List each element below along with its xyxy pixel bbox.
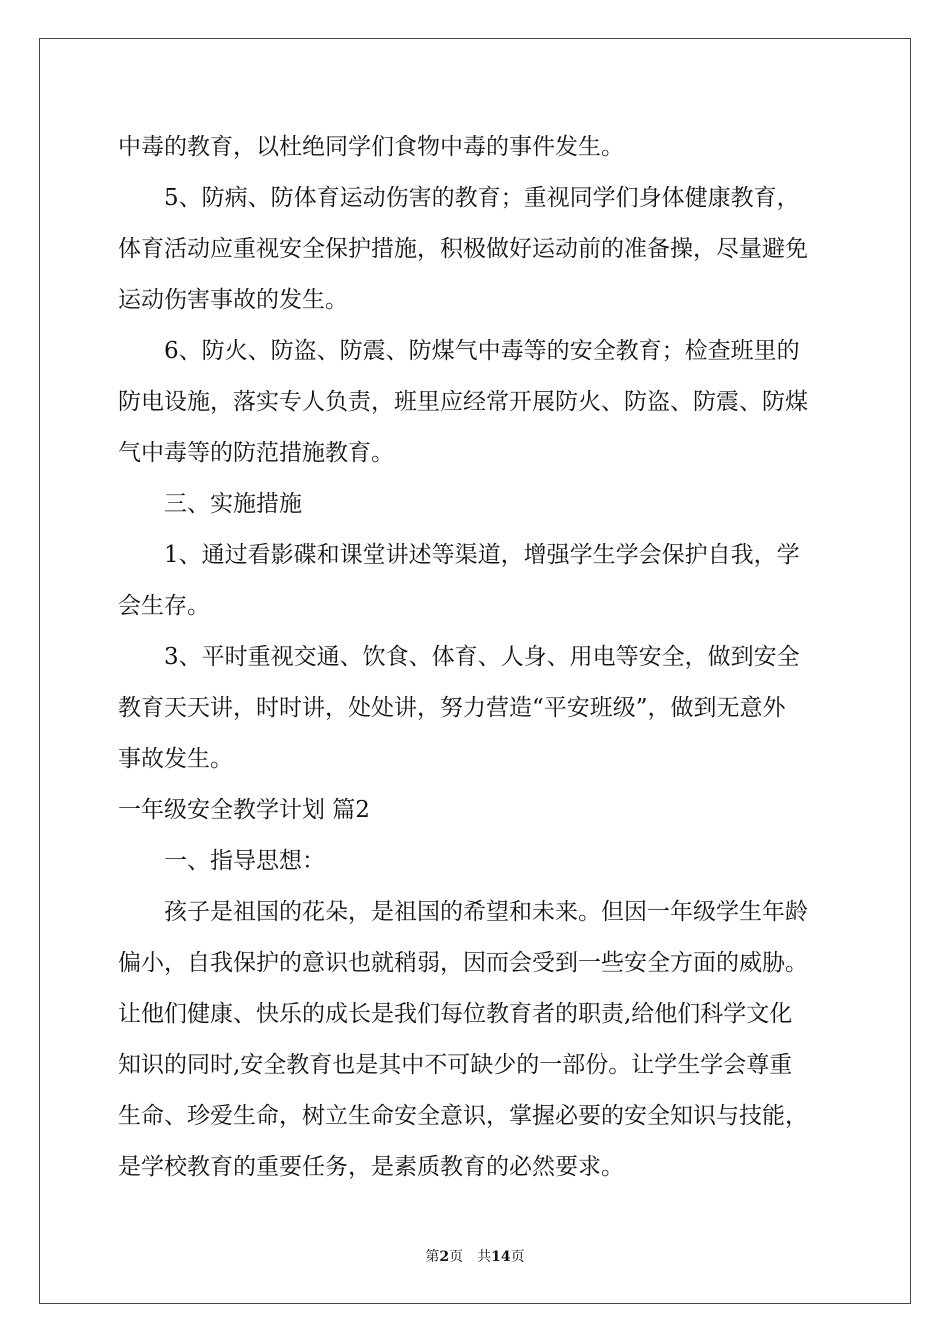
text-line: 是学校教育的重要任务，是素质教育的必然要求。	[118, 1154, 624, 1180]
text-line: 6、防火、防盗、防震、防煤气中毒等的安全教育；检查班里的	[164, 338, 800, 364]
text-line: 会生存。	[118, 593, 210, 619]
text-line: 气中毒等的防范措施教育。	[118, 440, 394, 466]
total-pages-suffix: 页	[510, 1249, 525, 1265]
text-line: 知识的同时,安全教育也是其中不可缺少的一部份。让学生学会尊重	[118, 1052, 793, 1078]
section-heading: 一、指导思想：	[164, 848, 325, 874]
section-heading: 三、实施措施	[164, 491, 302, 517]
page-number-prefix: 第	[425, 1249, 440, 1265]
text-line: 让他们健康、快乐的成长是我们每位教育者的职责,给他们科学文化	[118, 1001, 793, 1027]
total-page-count: 14	[491, 1249, 511, 1265]
text-line: 孩子是祖国的花朵，是祖国的希望和未来。但因一年级学生年龄	[164, 899, 808, 925]
total-pages-prefix: 共	[477, 1249, 492, 1265]
document-body	[118, 122, 834, 1193]
text-line: 3、平时重视交通、饮食、体育、人身、用电等安全，做到安全	[164, 644, 800, 670]
text-line: 偏小，自我保护的意识也就稍弱，因而会受到一些安全方面的威胁。	[118, 950, 808, 976]
text-line: 中毒的教育，以杜绝同学们食物中毒的事件发生。	[118, 134, 624, 160]
text-line: 事故发生。	[118, 746, 233, 772]
text-line: 生命、珍爱生命，树立生命安全意识，掌握必要的安全知识与技能，	[118, 1103, 808, 1129]
text-line: 5、防病、防体育运动伤害的教育；重视同学们身体健康教育，	[164, 185, 800, 211]
article-title: 一年级安全教学计划 篇2	[118, 797, 370, 823]
page-number-suffix: 页	[449, 1249, 464, 1265]
text-line: 防电设施，落实专人负责，班里应经常开展防火、防盗、防震、防煤	[118, 389, 808, 415]
text-line: 体育活动应重视安全保护措施，积极做好运动前的准备操，尽量避免	[118, 236, 808, 262]
text-line: 运动伤害事故的发生。	[118, 287, 348, 313]
current-page-number: 2	[439, 1249, 450, 1265]
text-line: 1、通过看影碟和课堂讲述等渠道，增强学生学会保护自我，学	[164, 542, 800, 568]
page-footer	[0, 1246, 950, 1266]
text-line: 教育天天讲，时时讲，处处讲，努力营造“平安班级”，做到无意外	[118, 695, 786, 721]
